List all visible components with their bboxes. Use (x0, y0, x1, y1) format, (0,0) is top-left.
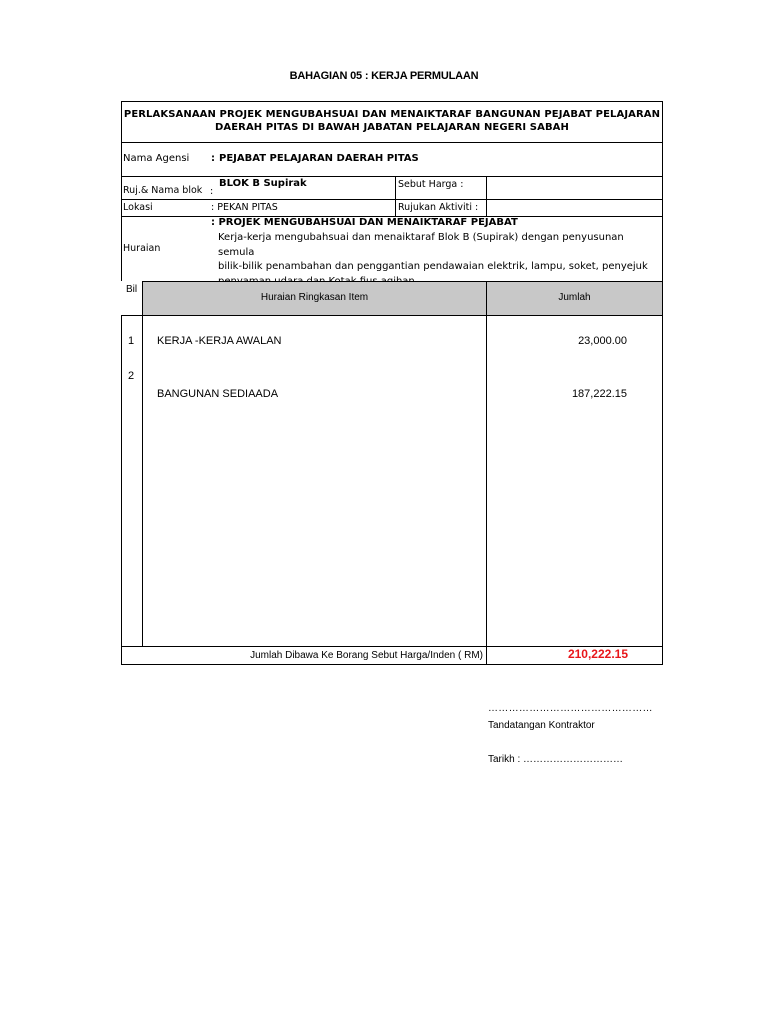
agensi-colon: : (211, 153, 215, 164)
huraian-title: : PROJEK MENGUBAHSUAI DAN MENAIKTARAF PEJABAT (211, 217, 518, 228)
row-1-bil: 1 (128, 335, 135, 347)
lokasi-value: : PEKAN PITAS (211, 202, 278, 213)
ruj-label: Ruj.& Nama blok (123, 185, 203, 196)
total-label: Jumlah Dibawa Ke Borang Sebut Harga/Inden ( RM) (250, 650, 483, 661)
row-1-jumlah: 23,000.00 (578, 335, 627, 347)
project-title-line2: DAERAH PITAS DI BAWAH JABATAN PELAJARAN NEGERI SABAH (215, 122, 569, 133)
section-title: BAHAGIAN 05 : KERJA PERMULAAN (289, 70, 479, 82)
bil-header: Bil (126, 284, 138, 295)
lokasi-row (121, 199, 663, 217)
agensi-label: Nama Agensi (123, 153, 190, 164)
ruj-divider-2 (486, 176, 487, 200)
table-right-border (662, 315, 663, 665)
project-title-line1: PERLAKSANAAN PROJEK MENGUBAHSUAI DAN MENAIKTARAF BANGUNAN PEJABAT PELAJARAN (123, 109, 661, 120)
lokasi-divider-2 (486, 199, 487, 217)
huraian-line-1: Kerja-kerja mengubahsuai dan menaiktaraf Blok B (Supirak) dengan penyusunan semula (218, 232, 624, 258)
row-2-jumlah: 187,222.15 (571, 388, 627, 400)
lokasi-label: Lokasi (123, 202, 153, 213)
signature-line: ………………………………………… (488, 703, 653, 714)
row-2-bil: 2 (128, 370, 135, 382)
huraian-line-2: bilik-bilik penambahan dan penggantian pendawaian elektrik, lampu, soket, penyejuk (218, 261, 648, 272)
bil-column-divider (142, 281, 143, 647)
ruj-colon: : (210, 186, 214, 197)
agensi-value: PEJABAT PELAJARAN DAERAH PITAS (219, 153, 419, 164)
ruj-row (121, 176, 663, 200)
ruj-value: BLOK B Supirak (219, 178, 307, 189)
signature-label: Tandatangan Kontraktor (488, 720, 595, 731)
jumlah-header: Jumlah (558, 292, 591, 303)
ruj-divider-1 (395, 176, 396, 200)
total-row-bottom-border (121, 664, 663, 665)
item-header: Huraian Ringkasan Item (260, 292, 369, 303)
lokasi-divider-1 (395, 199, 396, 217)
rujukan-aktiviti-label: Rujukan Aktiviti : (398, 202, 479, 213)
huraian-label: Huraian (123, 243, 161, 254)
row-1-item: KERJA -KERJA AWALAN (157, 335, 282, 347)
total-value: 210,222.15 (567, 647, 628, 661)
tarikh-line: Tarikh : ………………………… (488, 754, 624, 765)
project-title-box (121, 101, 663, 143)
table-left-border (121, 315, 122, 665)
row-2-item: BANGUNAN SEDIAADA (157, 388, 279, 400)
sebut-harga-label: Sebut Harga : (398, 179, 464, 190)
